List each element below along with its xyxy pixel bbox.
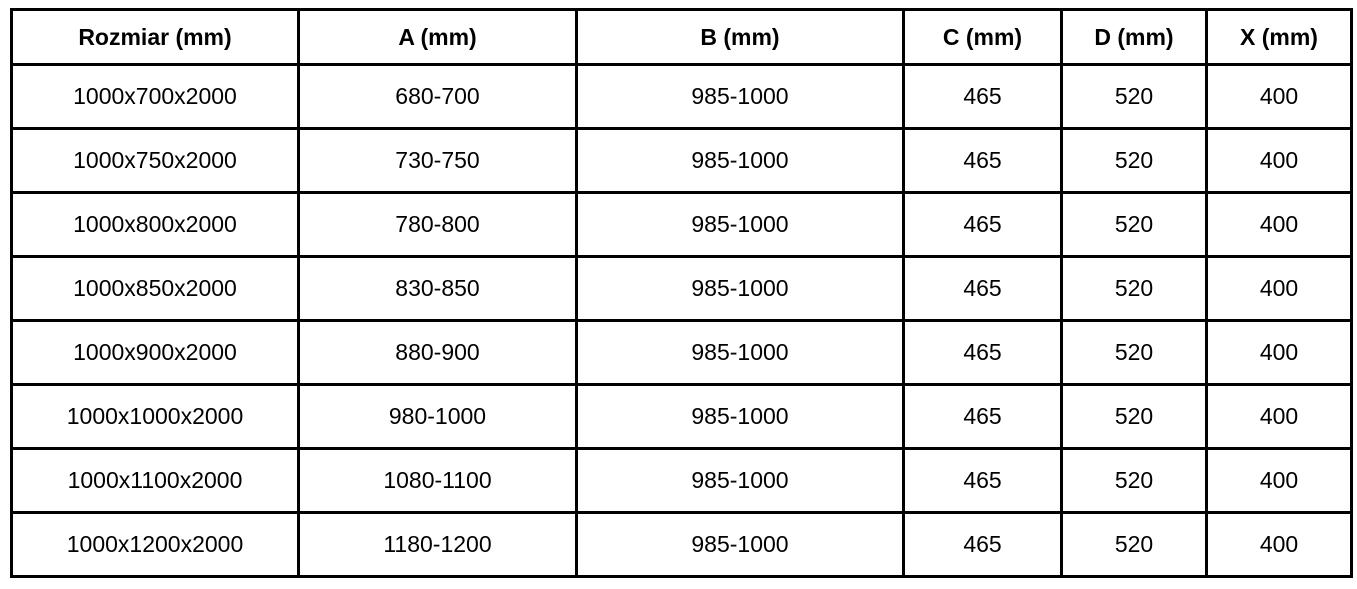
table-cell-a: 880-900: [299, 321, 577, 385]
table-cell-d: 520: [1062, 385, 1207, 449]
table-cell-c: 465: [904, 513, 1062, 577]
table-cell-a: 980-1000: [299, 385, 577, 449]
table-row: [12, 321, 1352, 385]
table-cell-a: 730-750: [299, 129, 577, 193]
table-cell-b: 985-1000: [577, 129, 904, 193]
header-row: [12, 10, 1352, 65]
table-cell-c: 465: [904, 129, 1062, 193]
table-cell-b: 985-1000: [577, 385, 904, 449]
table-cell-rozmiar: 1000x1200x2000: [12, 513, 299, 577]
table-cell-x: 400: [1207, 257, 1352, 321]
table-cell-x: 400: [1207, 385, 1352, 449]
table-cell-c: 465: [904, 385, 1062, 449]
table-cell-rozmiar: 1000x1100x2000: [12, 449, 299, 513]
table-container: [10, 8, 1353, 578]
table-cell-rozmiar: 1000x900x2000: [12, 321, 299, 385]
table-cell-d: 520: [1062, 65, 1207, 129]
table-cell-x: 400: [1207, 321, 1352, 385]
table-cell-a: 830-850: [299, 257, 577, 321]
table-cell-c: 465: [904, 65, 1062, 129]
table-row: [12, 193, 1352, 257]
table-cell-a: 1080-1100: [299, 449, 577, 513]
table-cell-a: 1180-1200: [299, 513, 577, 577]
table-cell-d: 520: [1062, 321, 1207, 385]
table-cell-c: 465: [904, 449, 1062, 513]
table-cell-d: 520: [1062, 193, 1207, 257]
column-header-c: C (mm): [904, 10, 1062, 65]
table-cell-rozmiar: 1000x800x2000: [12, 193, 299, 257]
table-cell-x: 400: [1207, 513, 1352, 577]
table-cell-d: 520: [1062, 513, 1207, 577]
table-cell-c: 465: [904, 193, 1062, 257]
table-row: [12, 385, 1352, 449]
table-cell-a: 680-700: [299, 65, 577, 129]
table-cell-c: 465: [904, 321, 1062, 385]
size-dimensions-table: [10, 8, 1353, 578]
column-header-x: X (mm): [1207, 10, 1352, 65]
table-cell-b: 985-1000: [577, 513, 904, 577]
table-row: [12, 513, 1352, 577]
table-body: [12, 65, 1352, 577]
column-header-a: A (mm): [299, 10, 577, 65]
table-cell-x: 400: [1207, 449, 1352, 513]
table-row: [12, 65, 1352, 129]
table-cell-b: 985-1000: [577, 257, 904, 321]
table-cell-rozmiar: 1000x1000x2000: [12, 385, 299, 449]
table-cell-d: 520: [1062, 449, 1207, 513]
table-cell-a: 780-800: [299, 193, 577, 257]
table-cell-x: 400: [1207, 129, 1352, 193]
table-cell-x: 400: [1207, 193, 1352, 257]
column-header-b: B (mm): [577, 10, 904, 65]
table-row: [12, 257, 1352, 321]
table-cell-c: 465: [904, 257, 1062, 321]
table-cell-x: 400: [1207, 65, 1352, 129]
table-cell-b: 985-1000: [577, 449, 904, 513]
table-row: [12, 449, 1352, 513]
table-cell-b: 985-1000: [577, 65, 904, 129]
table-cell-b: 985-1000: [577, 321, 904, 385]
table-cell-d: 520: [1062, 129, 1207, 193]
table-cell-b: 985-1000: [577, 193, 904, 257]
table-cell-d: 520: [1062, 257, 1207, 321]
table-row: [12, 129, 1352, 193]
table-cell-rozmiar: 1000x750x2000: [12, 129, 299, 193]
table-cell-rozmiar: 1000x850x2000: [12, 257, 299, 321]
column-header-d: D (mm): [1062, 10, 1207, 65]
column-header-rozmiar: Rozmiar (mm): [12, 10, 299, 65]
table-cell-rozmiar: 1000x700x2000: [12, 65, 299, 129]
